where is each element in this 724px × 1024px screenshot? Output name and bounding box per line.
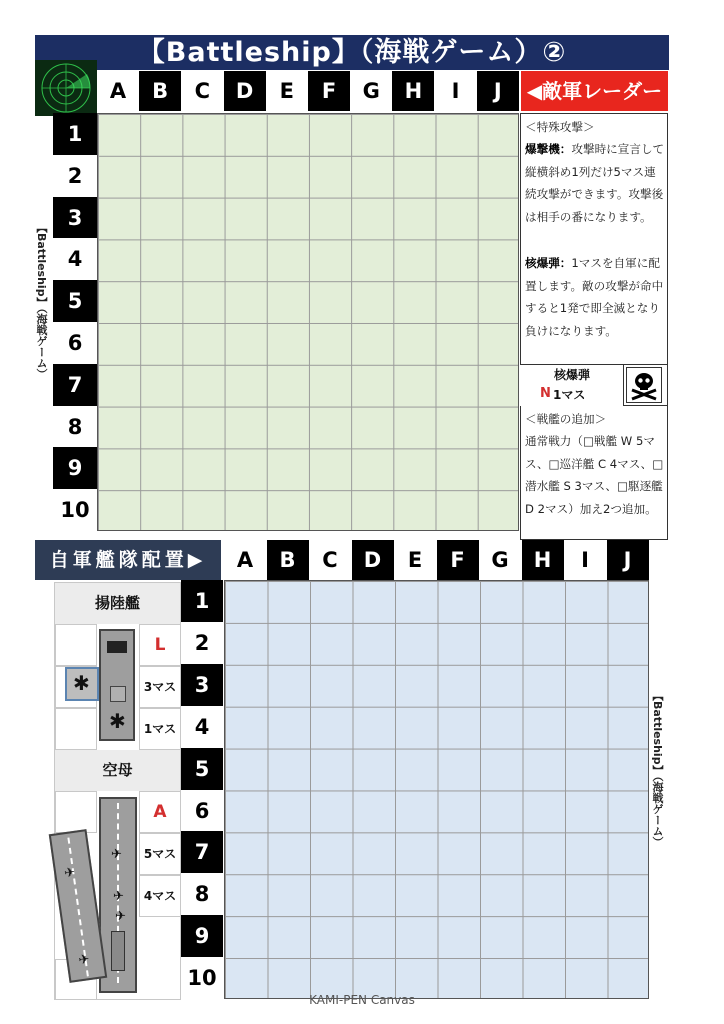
side-label-left: 【Battleship】（海戦ゲーム）: [35, 222, 48, 380]
ship-size-landing-b: 1マス: [143, 722, 177, 736]
own-fleet-grid[interactable]: [224, 580, 649, 999]
enemy-radar-label: ◀敵軍レーダー: [521, 71, 668, 111]
own-column-header-C: C: [309, 540, 351, 580]
column-header-G: G: [350, 71, 392, 111]
column-header-C: C: [181, 71, 223, 111]
enemy-radar-grid[interactable]: [97, 113, 519, 531]
bomber-rule: 爆撃機：攻撃時に宣言して縦横斜め1列だけ5マス連続攻撃ができます。攻撃後は相手の番になります。: [525, 142, 665, 224]
footer-credit: KAMI-PEN Canvas: [309, 993, 415, 1007]
column-header-A: A: [97, 71, 139, 111]
carrier-ship-icon: ✈ ✈ ✈: [99, 797, 137, 993]
row-header-6: 6: [53, 322, 97, 364]
special-attack-heading: ＜特殊攻撃＞: [525, 120, 595, 134]
own-column-header-I: I: [564, 540, 606, 580]
row-header-5: 5: [53, 280, 97, 322]
nuke-box: [520, 364, 668, 406]
row-header-7: 7: [53, 364, 97, 406]
column-header-F: F: [308, 71, 350, 111]
own-row-header-7: 7: [181, 831, 223, 873]
ship-size-carrier-a: 5マス: [143, 847, 177, 861]
own-column-header-G: G: [479, 540, 521, 580]
own-row-header-3: 3: [181, 664, 223, 706]
nuke-title: 核爆弾: [553, 368, 590, 382]
own-row-header-8: 8: [181, 873, 223, 915]
own-column-header-D: D: [352, 540, 394, 580]
column-header-I: I: [435, 71, 477, 111]
rules-panel: [520, 113, 668, 540]
own-row-header-1: 1: [181, 580, 223, 622]
row-header-9: 9: [53, 447, 97, 489]
row-header-1: 1: [53, 113, 97, 155]
ship-size-landing-a: 3マス: [143, 680, 177, 694]
add-ships-text: 通常戦力（□戦艦 W 5マス、□巡洋艦 C 4マス、□潜水艦 S 3マス、□駆逐艦 D 2マス）加え2つ追加。: [525, 434, 664, 516]
own-row-header-5: 5: [181, 748, 223, 790]
add-ships-heading: ＜戦艦の追加＞: [525, 412, 607, 426]
ship-table: [54, 582, 181, 1000]
page-title: 【Battleship】（海戦ゲーム）②: [35, 35, 669, 70]
column-header-B: B: [139, 71, 181, 111]
ship-letter-carrier: A: [153, 802, 167, 822]
row-header-10: 10: [53, 489, 97, 531]
carrier-ship-icon-2: ✈ ✈: [49, 829, 108, 983]
own-column-header-H: H: [522, 540, 564, 580]
column-header-E: E: [266, 71, 308, 111]
own-row-header-9: 9: [181, 915, 223, 957]
own-row-header-6: 6: [181, 790, 223, 832]
skull-crossbones-icon: [626, 367, 662, 403]
own-column-header-F: F: [437, 540, 479, 580]
own-column-header-A: A: [224, 540, 266, 580]
ship-size-carrier-b: 4マス: [143, 889, 177, 903]
column-header-D: D: [224, 71, 266, 111]
nuke-rule: 核爆弾：1マスを自軍に配置します。敵の攻撃が命中すると1発で即全滅となり負けになります。: [525, 256, 664, 338]
own-row-header-2: 2: [181, 622, 223, 664]
row-header-4: 4: [53, 238, 97, 280]
own-column-header-B: B: [267, 540, 309, 580]
row-header-2: 2: [53, 155, 97, 197]
own-fleet-title: 自軍艦隊配置▶: [35, 540, 221, 580]
own-column-header-E: E: [394, 540, 436, 580]
nuke-letter: N: [540, 386, 551, 401]
radar-icon: [35, 60, 97, 116]
ship-letter-landing: L: [154, 635, 166, 655]
column-header-H: H: [392, 71, 434, 111]
own-column-header-J: J: [607, 540, 649, 580]
row-header-8: 8: [53, 406, 97, 448]
helicopter-icon: ✱: [73, 671, 90, 695]
ship-name-carrier: 空母: [55, 750, 180, 791]
own-row-header-4: 4: [181, 706, 223, 748]
helicopter-icon-2: ✱: [109, 709, 126, 733]
column-header-J: J: [477, 71, 519, 111]
side-label-right: 【Battleship】（海戦ゲーム）: [651, 690, 664, 848]
own-row-header-10: 10: [181, 957, 223, 999]
row-header-3: 3: [53, 197, 97, 239]
ship-name-landing: 揚陸艦: [55, 583, 180, 624]
nuke-size: 1マス: [553, 388, 586, 402]
